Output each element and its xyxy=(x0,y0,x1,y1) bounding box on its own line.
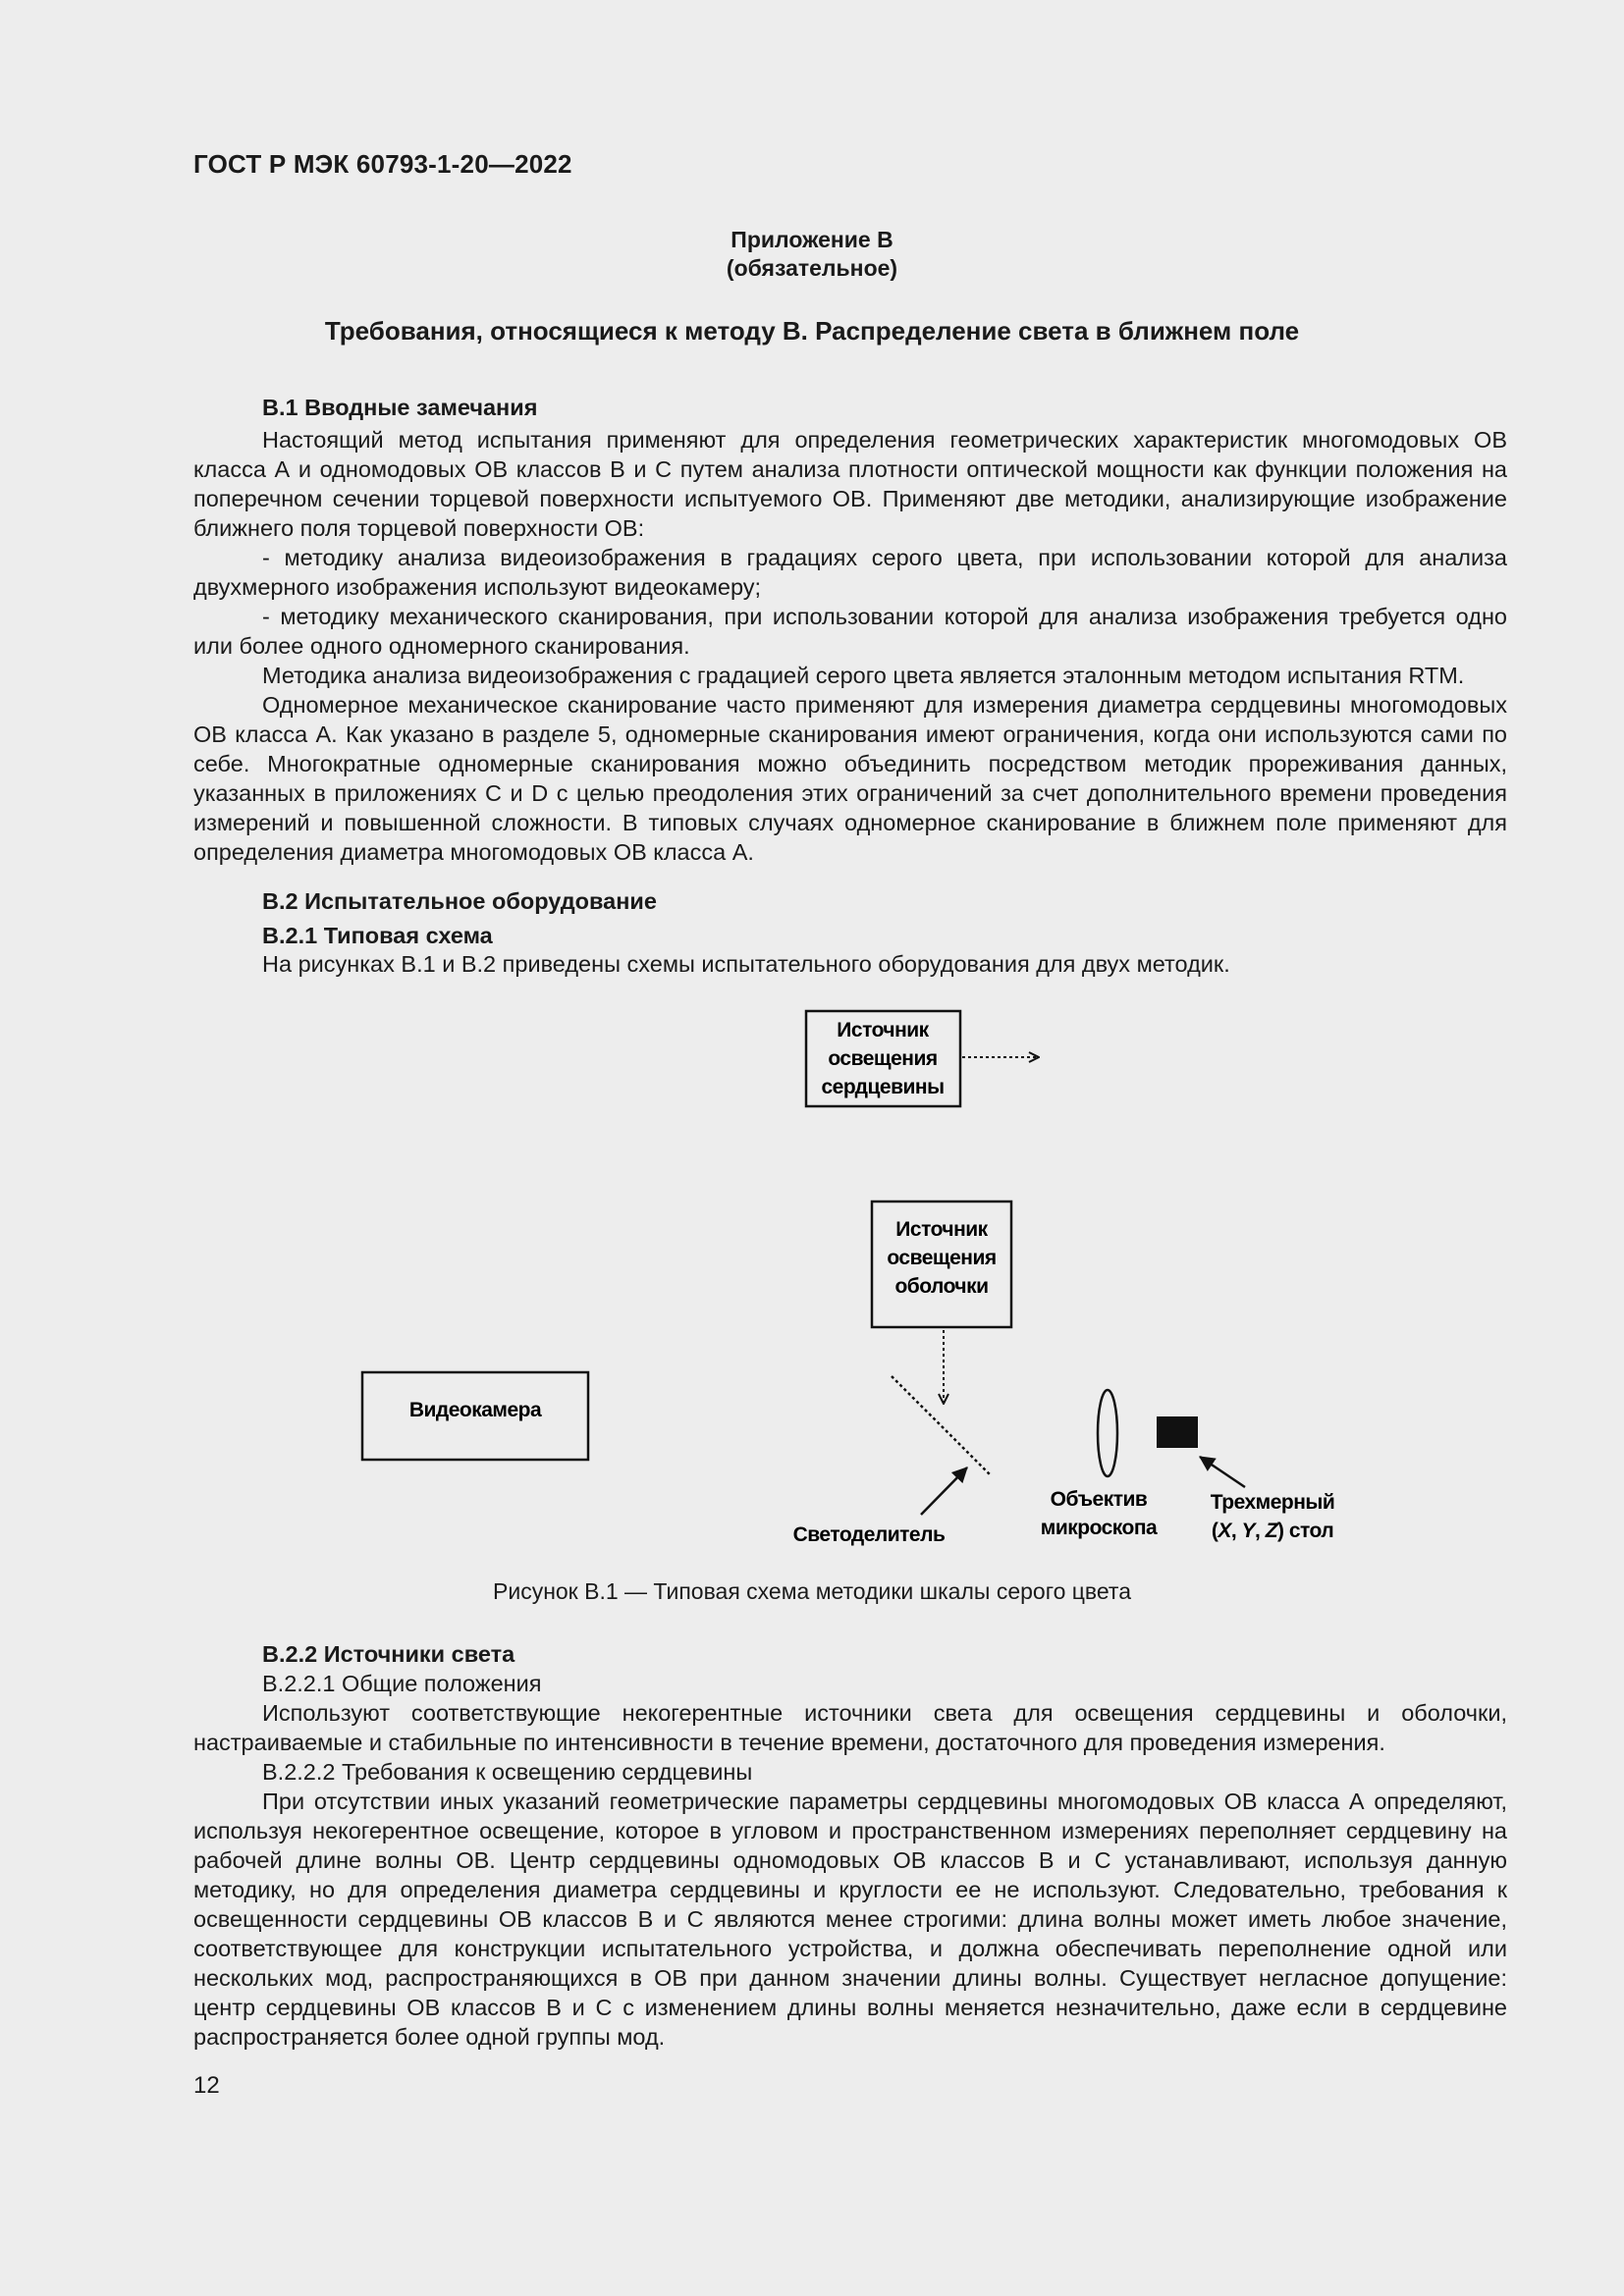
stage-pointer xyxy=(1200,1457,1245,1487)
cladding-source-label-2: освещения xyxy=(887,1247,997,1269)
stage-suffix: ) стол xyxy=(1277,1520,1334,1542)
annex-status: (обязательное) xyxy=(726,255,898,281)
beamsplitter-shape xyxy=(892,1376,990,1474)
core-source-label-2: освещения xyxy=(828,1047,938,1070)
document-header: ГОСТ Р МЭК 60793-1-20—2022 xyxy=(193,149,572,179)
subsection-b222-heading: В.2.2.2 Требования к освещению сердцевины xyxy=(262,1759,753,1785)
core-source-label-1: Источник xyxy=(837,1019,929,1041)
beamsplitter-label: Светоделитель xyxy=(792,1523,946,1546)
paragraph: На рисунках В.1 и В.2 приведены схемы испытательного оборудования для двух методик. xyxy=(262,951,1230,977)
stage-label-2: (X, Y, Z) стол xyxy=(1211,1520,1334,1542)
video-camera-label: Видеокамера xyxy=(408,1399,542,1421)
section-b22 xyxy=(193,1639,1507,2052)
objective-label-1: Объектив xyxy=(1050,1488,1148,1511)
beamsplitter-pointer xyxy=(921,1468,967,1515)
paragraph: При отсутствии иных указаний геометрические параметры сердцевины многомодовых ОВ класса А определяют, используя некогерентное освещение, которое в угловом и пространственном измерениях переполняет сердцевину на рабочей длине волны ОВ. Центр сердцевины одномодовых ОВ классов В и С устанавливают, используя данную методику, но для определения диаметра сердцевины и круглости ее не используют. Следовательно, требования к освещенности сердцевины ОВ классов В и С являются менее строгими: длина волны может иметь любое значение, соответствующее для конструкции испытательного устройства, и должна обеспечивать переполнение одной или нескольких мод, распространяющихся в ОВ при данном значении длины волны. Существует негласное допущение: центр сердцевины ОВ классов В и С с изменением длины волны меняется незначительно, даже если в сердцевине распространяется более одной группы мод. xyxy=(193,1789,1507,2050)
section-b21-heading: В.2.1 Типовая схема xyxy=(262,923,493,948)
cladding-source-label-3: оболочки xyxy=(894,1275,989,1298)
objective-lens-shape xyxy=(1098,1390,1117,1476)
list-item: - методику анализа видеоизображения в градациях серого цвета, при использовании которой для анализа двухмерного изображения используют видеокамеру; xyxy=(193,545,1507,600)
core-source-label-3: сердцевины xyxy=(821,1076,945,1098)
paragraph: Методика анализа видеоизображения с градацией серого цвета является эталонным методом испытания RTM. xyxy=(262,663,1465,688)
objective-label-2: микроскопа xyxy=(1040,1517,1158,1539)
figure-caption: Рисунок В.1 — Типовая схема методики шкалы серого цвета xyxy=(493,1578,1131,1604)
page-number: 12 xyxy=(193,2072,220,2099)
list-item: - методику механического сканирования, при использовании которой для анализа изображения требуется одно или более одного одномерного сканирования. xyxy=(193,604,1507,659)
annex-title: Приложение В xyxy=(731,227,893,252)
annex-heading: Требования, относящиеся к методу В. Распределение света в ближнем поле xyxy=(324,316,1300,346)
stage-block xyxy=(1157,1416,1198,1448)
cladding-source-label-1: Источник xyxy=(895,1218,988,1241)
paragraph: Настоящий метод испытания применяют для определения геометрических характеристик многомодовых ОВ класса А и одномодовых ОВ классов В и С путем анализа плотности оптической мощности как функции положения на поперечном сечении торцевой поверхности испытуемого ОВ. Применяют две методики, анализирующие изображение ближнего поля торцевой поверхности ОВ: xyxy=(193,427,1507,541)
subsection-b221-heading: В.2.2.1 Общие положения xyxy=(262,1671,542,1696)
stage-label-1: Трехмерный xyxy=(1210,1491,1335,1514)
section-b1-heading: В.1 Вводные замечания xyxy=(262,395,538,420)
stage-axis-z: Z xyxy=(1265,1520,1278,1542)
stage-axis-x: X xyxy=(1218,1520,1231,1542)
section-b22-heading: В.2.2 Источники света xyxy=(262,1641,515,1667)
paragraph: Одномерное механическое сканирование часто применяют для измерения диаметра сердцевины многомодовых ОВ класса А. Как указано в разделе 5, одномерные сканирования имеют ограничения, когда они используются сами по себе. Многократные одномерные сканирования можно объединить посредством методик прореживания данных, указанных в приложениях С и D с целью преодоления этих ограничений за счет дополнительного времени проведения измерений и повышенной сложности. В типовых случаях одномерное сканирование в ближнем поле применяют для определения диаметра многомодовых ОВ класса А. xyxy=(193,692,1507,865)
section-b2-heading: В.2 Испытательное оборудование xyxy=(262,888,657,914)
stage-axis-y: Y xyxy=(1241,1520,1256,1542)
paragraph: Используют соответствующие некогерентные источники света для освещения сердцевины и оболочки, настраиваемые и стабильные по интенсивности в течение времени, достаточного для проведения измерения. xyxy=(193,1700,1507,1755)
